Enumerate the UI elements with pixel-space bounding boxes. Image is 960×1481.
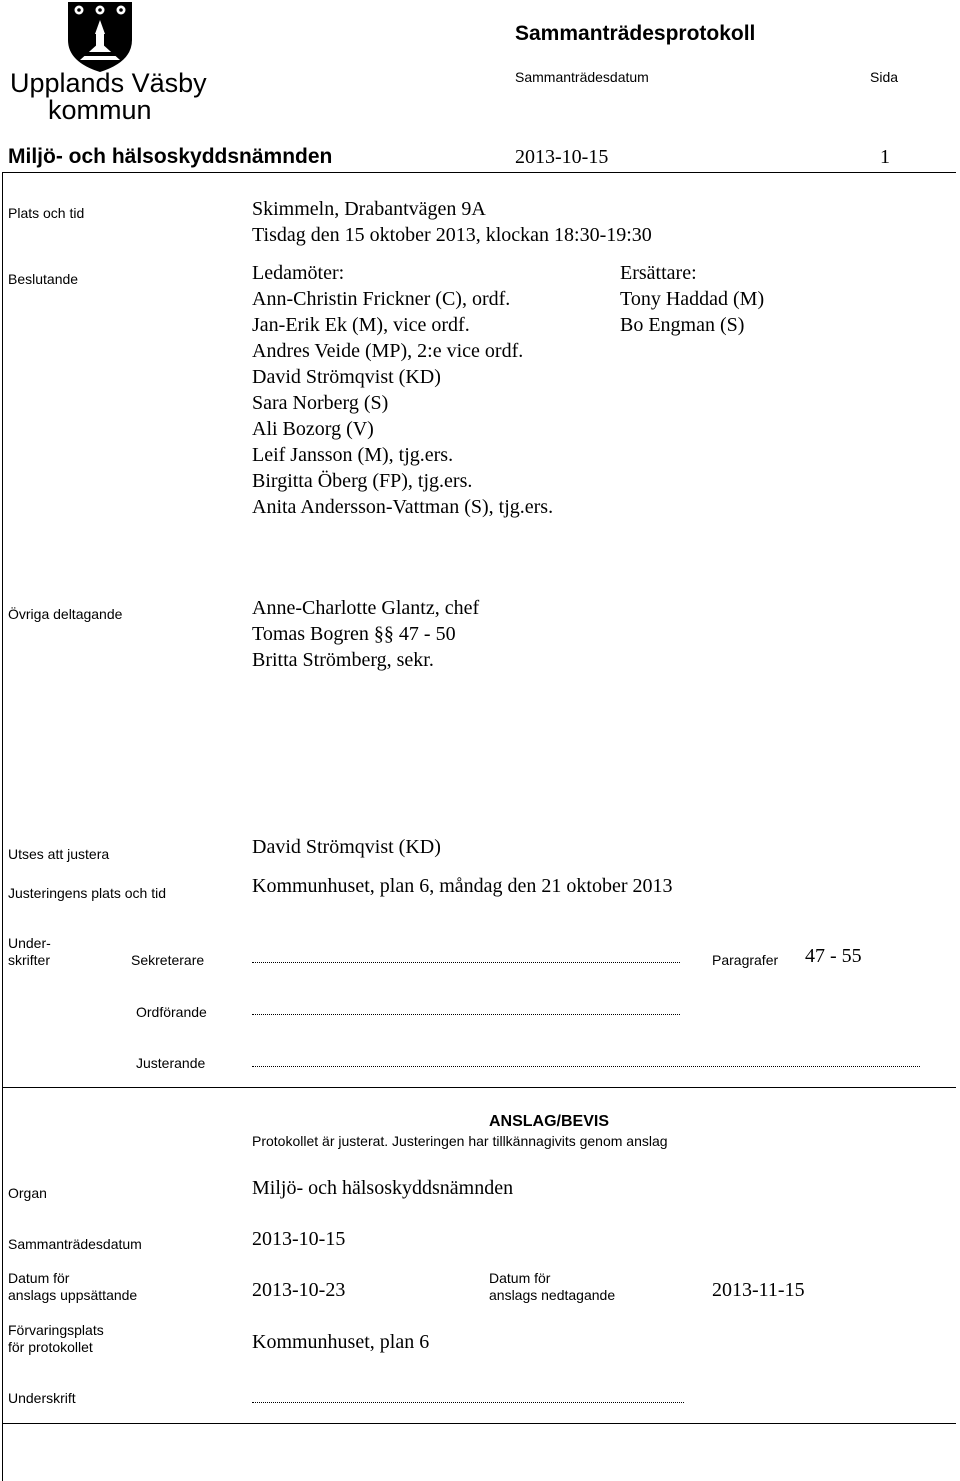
nedtagande-label-line: anslags nedtagande (489, 1287, 616, 1303)
substitutes-heading: Ersättare: (620, 262, 697, 284)
forvaring-value: Kommunhuset, plan 6 (252, 1331, 430, 1353)
paragrafer-label: Paragrafer (712, 952, 779, 968)
participant-item: Britta Strömberg, sekr. (252, 649, 434, 671)
utses-label: Utses att justera (8, 846, 110, 862)
upplands-vasby-kommun-logo (8, 0, 207, 125)
paragrafer-value: 47 - 55 (805, 945, 862, 967)
svg-text:Upplands Väsby: Upplands Väsby (10, 68, 207, 98)
ordforande-label: Ordförande (136, 1004, 207, 1020)
members-heading: Ledamöter: (252, 262, 345, 284)
nedtagande-value: 2013-11-15 (712, 1279, 805, 1301)
uppsattande-label-line: Datum för (8, 1270, 70, 1286)
sekreterare-label: Sekreterare (131, 952, 205, 968)
substitute-item: Tony Haddad (M) (620, 288, 765, 310)
underskrift-signature-line[interactable] (252, 1402, 684, 1403)
member-item: Leif Jansson (M), tjg.ers. (252, 444, 454, 466)
meeting-date: 2013-10-15 (515, 146, 609, 168)
organ-label: Organ (8, 1185, 47, 1201)
page-number: 1 (880, 146, 890, 168)
crown-icon (75, 6, 126, 15)
member-item: David Strömqvist (KD) (252, 366, 441, 388)
anslag-title: ANSLAG/BEVIS (489, 1113, 610, 1130)
member-item: Sara Norberg (S) (252, 392, 389, 414)
anslag-divider (2, 1087, 956, 1088)
substitute-item: Bo Engman (S) (620, 314, 745, 336)
ordforande-signature-line[interactable] (252, 1014, 680, 1015)
participant-item: Tomas Bogren §§ 47 - 50 (252, 623, 456, 645)
members-list (252, 260, 553, 520)
underskrift-label: Underskrift (8, 1390, 76, 1406)
member-item: Jan-Erik Ek (M), vice ordf. (252, 314, 470, 336)
anslag-statement: Protokollet är justerat. Justeringen har tillkännagivits genom anslag (252, 1133, 668, 1149)
utses-value: David Strömqvist (KD) (252, 836, 441, 858)
justerande-signature-line[interactable] (252, 1066, 920, 1067)
organ-value: Miljö- och hälsoskyddsnämnden (252, 1177, 514, 1199)
nedtagande-label-line: Datum för (489, 1270, 551, 1286)
forvaring-label (8, 1322, 104, 1356)
justering-plats-label: Justeringens plats och tid (8, 885, 166, 901)
plats-line: Skimmeln, Drabantvägen 9A (252, 198, 486, 220)
sekreterare-signature-line[interactable] (252, 962, 680, 963)
nedtagande-label (489, 1270, 615, 1304)
svg-text:kommun: kommun (48, 95, 152, 125)
anslag-datum-value: 2013-10-15 (252, 1228, 346, 1250)
member-item: Anita Andersson-Vattman (S), tjg.ers. (252, 496, 554, 518)
committee-name: Miljö- och hälsoskyddsnämnden (8, 145, 333, 168)
ovriga-list (252, 595, 479, 673)
member-item: Andres Veide (MP), 2:e vice ordf. (252, 340, 524, 362)
forvaring-label-line: Förvaringsplats (8, 1322, 104, 1338)
underskrifter-label-line: skrifter (8, 952, 50, 968)
participant-item: Anne-Charlotte Glantz, chef (252, 597, 480, 619)
beslutande-label: Beslutande (8, 271, 79, 287)
plats-line: Tisdag den 15 oktober 2013, klockan 18:30-19:30 (252, 224, 652, 246)
uppsattande-label-line: anslags uppsättande (8, 1287, 138, 1303)
underskrifter-label (8, 935, 51, 969)
member-item: Birgitta Öberg (FP), tjg.ers. (252, 470, 473, 492)
left-frame-rule (2, 172, 3, 1481)
justerande-label: Justerande (136, 1055, 206, 1071)
substitutes-list (620, 260, 764, 338)
plats-value (252, 196, 652, 248)
plats-label: Plats och tid (8, 205, 85, 221)
page-caption: Sida (870, 69, 899, 85)
uppsattande-value: 2013-10-23 (252, 1279, 346, 1301)
anslag-datum-label: Sammanträdesdatum (8, 1236, 142, 1252)
document-title: Sammanträdesprotokoll (515, 22, 756, 45)
bottom-divider (2, 1423, 956, 1424)
forvaring-label-line: för protokollet (8, 1339, 93, 1355)
meeting-date-caption: Sammanträdesdatum (515, 69, 649, 85)
justering-plats-value: Kommunhuset, plan 6, måndag den 21 oktober 2013 (252, 875, 673, 897)
underskrifter-label-line: Under- (8, 935, 51, 951)
uppsattande-label (8, 1270, 137, 1304)
member-item: Ann-Christin Frickner (C), ordf. (252, 288, 511, 310)
ovriga-label: Övriga deltagande (8, 606, 123, 622)
header-divider (2, 172, 956, 173)
member-item: Ali Bozorg (V) (252, 418, 374, 440)
